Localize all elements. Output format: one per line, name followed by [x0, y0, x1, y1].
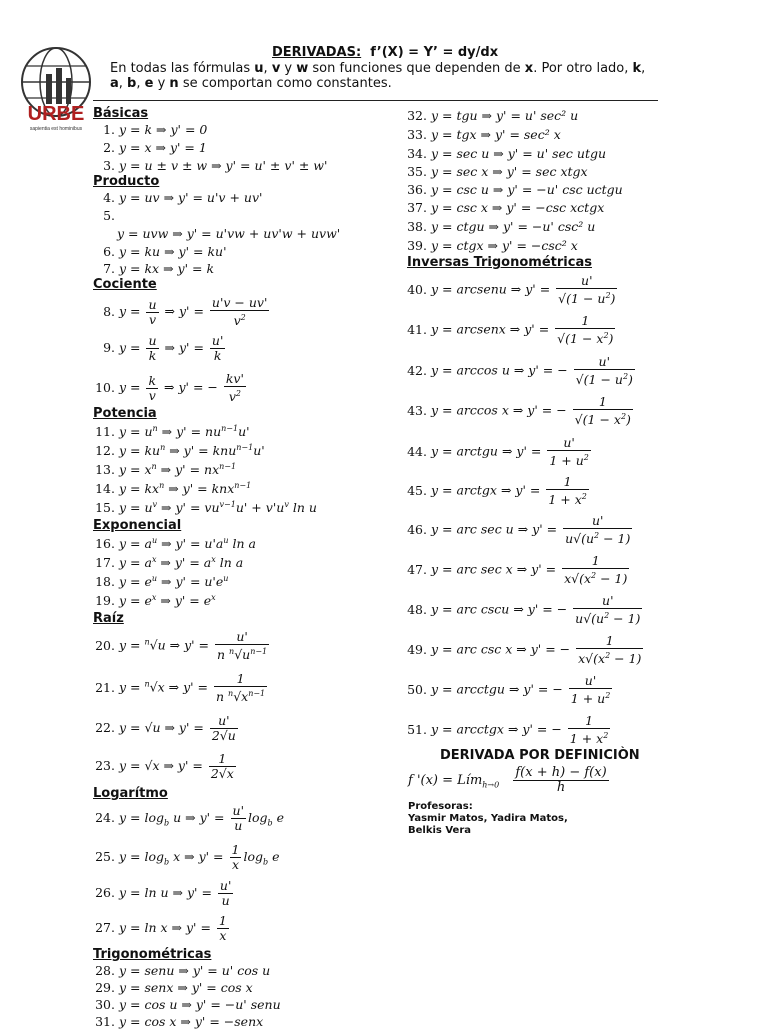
formula-2: 2. y = x ⇒ y' = 1 [103, 140, 207, 155]
formula-45: 45. y = arctgx ⇒ y' = $\frac{1}{1 + x^2}$ [407, 474, 587, 508]
formula-12: 12. $y = ku^n$ ⇒ y' = knu$^{n-1}$u' [95, 443, 265, 459]
page-title [272, 45, 498, 60]
section-basicas: Básicas [93, 106, 149, 121]
formula-32: 32. y = tgu ⇒ y' = u' sec² u [407, 108, 579, 123]
intro-text: En todas las fórmulas u, v y w son funciones que dependen de x. Por otro lado, k, a, b, e y n se comportan como constantes. [110, 61, 646, 91]
formula-37: 37. y = csc x ⇒ y' = −csc xctgx [407, 200, 605, 215]
formula-22: 22. y = √u ⇒ y' = $\frac{u'}{2√u}$ [95, 713, 236, 743]
formula-38: 38. y = ctgu ⇒ y' = −u' csc² u [407, 219, 596, 234]
formula-18: 18. $y = e^u$ ⇒ $y' = u'e^u$ [95, 574, 229, 590]
section-potencia: Potencia [93, 406, 157, 421]
formula-6: 6. y = ku ⇒ y' = ku' [103, 244, 227, 259]
title-label: DERIVADAS: [272, 45, 362, 60]
formula-47: 47. y = arc sec x ⇒ y' = $\frac{1}{x√(x^2 - 1)}$ [407, 553, 628, 587]
formula-39: 39. y = ctgx ⇒ y' = −csc² x [407, 238, 578, 253]
formula-31: 31. y = cos x ⇒ y' = −senx [95, 1014, 264, 1029]
formula-33: 33. y = tgx ⇒ y' = sec² x [407, 127, 561, 142]
formula-13: 13. $y = x^n$ ⇒ $y' = nx^{n-1}$ [95, 462, 237, 478]
formula-7: 7. y = kx ⇒ y' = k [103, 261, 215, 276]
formula-10: 10. y = $\frac{k}{v}$ ⇒ y' = − $\frac{kv'}{v^2}$ [95, 371, 244, 405]
formula-3: 3. y = u ± v ± w ⇒ y' = u' ± v' ± w' [103, 158, 328, 173]
formula-25: 25. $y = \log_b x$ ⇒ y' = $\frac{1}{x}$ $\log_b e$ [95, 842, 280, 872]
formula-14: 14. $y = kx^n$ ⇒ y' = knx$^{n-1}$ [95, 481, 252, 497]
definition-formula: f '(x) = Lím$_{h\to 0}$ $\frac{f(x + h) - f(x)}{h}$ [408, 765, 607, 795]
section-inversas: Inversas Trigonométricas [407, 255, 592, 270]
formula-23: 23. y = √x ⇒ y' = $\frac{1}{2√x}$ [95, 751, 234, 781]
formula-5: y = uvw ⇒ y' = u'vw + uv'w + uvw' [117, 226, 341, 241]
professors: Profesoras: Yasmir Matos, Yadira Matos, Belkis Vera [408, 801, 568, 836]
formula-50: 50. y = arcctgu ⇒ y' = − $\frac{u'}{1 + u^2}$ [407, 673, 611, 707]
formula-28: 28. y = senu ⇒ y' = u' cos u [95, 963, 271, 978]
formula-24: 24. $y = \log_b u$ ⇒ y' = $\frac{u'}{u}$ $\log_b e$ [95, 803, 285, 833]
section-cociente: Cociente [93, 277, 157, 292]
formula-27: 27. y = ln x ⇒ y' = $\frac{1}{x}$ [95, 913, 227, 943]
logo-text: URBE [27, 103, 85, 125]
formula-26: 26. y = ln u ⇒ y' = $\frac{u'}{u}$ [95, 878, 232, 908]
formula-19: 19. $y = e^x$ ⇒ $y' = e^x$ [95, 593, 216, 609]
formula-43: 43. y = arccos x ⇒ y' = − $\frac{1}{√(1 - x^2)}$ [407, 394, 631, 428]
formula-8: 8. y = $\frac{u}{v}$ ⇒ y' = $\frac{u'v - uv'}{v^2}$ [103, 295, 268, 329]
section-exponencial: Exponencial [93, 518, 182, 533]
formula-42: 42. y = arccos u ⇒ y' = − $\frac{u'}{√(1 - u^2)}$ [407, 354, 633, 388]
formula-30: 30. y = cos u ⇒ y' = −u' senu [95, 997, 281, 1012]
formula-1: 1. y = k ⇒ y' = 0 [103, 122, 208, 137]
formula-46: 46. y = arc sec u ⇒ y' = $\frac{u'}{u√(u^2 - 1)}$ [407, 513, 631, 547]
section-trigonometricas: Trigonométricas [93, 947, 212, 962]
formula-40: 40. y = arcsenu ⇒ y' = $\frac{u'}{√(1 - u^2)}$ [407, 273, 616, 307]
formula-5-number: 5. [103, 208, 115, 223]
formula-11: 11. $y = u^n$ ⇒ $y' = nu^{n-1}u'$ [95, 424, 250, 440]
formula-48: 48. y = arc cscu ⇒ y' = − $\frac{u'}{u√(u^2 - 1)}$ [407, 593, 641, 627]
formula-29: 29. y = senx ⇒ y' = cos x [95, 980, 253, 995]
formula-20: 20. y = $^n$√u ⇒ y' = $\frac{u'}{n ^n√u^{n-1}}$ [95, 629, 268, 663]
section-raiz: Raíz [93, 611, 124, 626]
formula-49: 49. y = arc csc x ⇒ y' = − $\frac{1}{x√(x^2 - 1)}$ [407, 633, 642, 667]
section-logaritmo: Logarítmo [93, 786, 168, 801]
formula-41: 41. y = arcsenx ⇒ y' = $\frac{1}{√(1 - x^2)}$ [407, 313, 614, 347]
formula-4: 4. y = uv ⇒ y' = u'v + uv' [103, 190, 263, 205]
formula-16: 16. $y = a^u$ ⇒ $y' = u'a^u$ ln a [95, 536, 256, 552]
formula-51: 51. y = arcctgx ⇒ y' = − $\frac{1}{1 + x^2}$ [407, 713, 609, 747]
formula-44: 44. y = arctgu ⇒ y' = $\frac{u'}{1 + u^2}$ [407, 435, 589, 469]
logo-motto: sapientia est hominibus [29, 126, 83, 132]
definition-title: DERIVADA POR DEFINICIÒN [440, 748, 640, 763]
section-producto: Producto [93, 174, 160, 189]
formula-36: 36. y = csc u ⇒ y' = −u' csc uctgu [407, 182, 623, 197]
formula-15: 15. $y = u^v$ ⇒ $y' = vu^{v-1}u' + v'u^v$ ln u [95, 500, 317, 516]
formula-35: 35. y = sec x ⇒ y' = sec xtgx [407, 164, 588, 179]
formula-17: 17. $y = a^x$ ⇒ $y' = a^x$ ln a [95, 555, 244, 571]
header-divider [93, 100, 658, 101]
formula-9: 9. y = $\frac{u}{k}$ ⇒ y' = $\frac{u'}{k}$ [103, 333, 224, 363]
title-formula: f’(X) = Y’ = dy/dx [370, 45, 499, 60]
formula-34: 34. y = sec u ⇒ y' = u' sec utgu [407, 146, 607, 161]
urbe-logo [16, 44, 96, 134]
formula-21: 21. y = $^n$√x ⇒ y' = $\frac{1}{n ^n√x^{n-1}}$ [95, 671, 266, 705]
